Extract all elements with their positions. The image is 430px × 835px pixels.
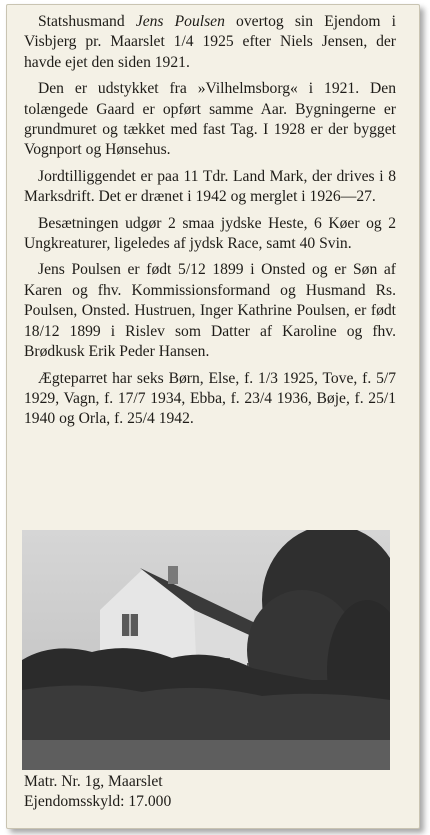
photo-caption <box>24 772 394 812</box>
paragraph-ownership <box>24 12 396 73</box>
ownership-text: overtog sin Ejendom i Visbjerg pr. Maarslet 1/4 1925 efter Niels Jensen, der havde ejet den siden 1921. <box>24 13 396 71</box>
owner-name: Jens Poulsen <box>135 13 225 30</box>
paragraph-biography: Jens Poulsen er født 5/12 1899 i Onsted og er Søn af Karen og fhv. Kommissionsformand og Husmand Rs. Poulsen, Onsted. Hustruen, Inger Kathrine Poulsen, er født 18/12 1899 i Rislev som Datter af Karoline og fhv. Brødkusk Erik Peder Hansen. <box>24 261 396 361</box>
caption-cadastral-number: Matr. Nr. 1g, Maarslet <box>24 773 163 790</box>
paragraph-buildings: Den er udstykket fra »Vilhelmsborg« i 1921. Den tolængede Gaard er opført samme Aar. Bygningerne er grundmuret og tækket med fast Tag. I 1928 er der bygget Vognport og Hønsehus. <box>24 80 396 159</box>
article-text <box>24 12 396 436</box>
owner-title: Statshusmand <box>38 13 136 30</box>
paragraph-land: Jordtilliggendet er paa 11 Tdr. Land Mark, der drives i 8 Marksdrift. Det er drænet i 1942 og merglet i 1926—27. <box>24 167 396 206</box>
paragraph-children: Ægteparret har seks Børn, Else, f. 1/3 1925, Tove, f. 5/7 1929, Vagn, f. 17/7 1934, Ebba, f. 23/4 1936, Bøje, f. 25/1 1940 og Orla, f. 25/4 1942. <box>24 369 396 428</box>
paragraph-livestock: Besætningen udgør 2 smaa jydske Heste, 6 Køer og 2 Ungkreaturer, ligeledes af jydsk Race, samt 40 Svin. <box>24 214 396 253</box>
caption-property-value: Ejendomsskyld: 17.000 <box>24 793 172 810</box>
farmhouse-photo <box>22 530 390 770</box>
